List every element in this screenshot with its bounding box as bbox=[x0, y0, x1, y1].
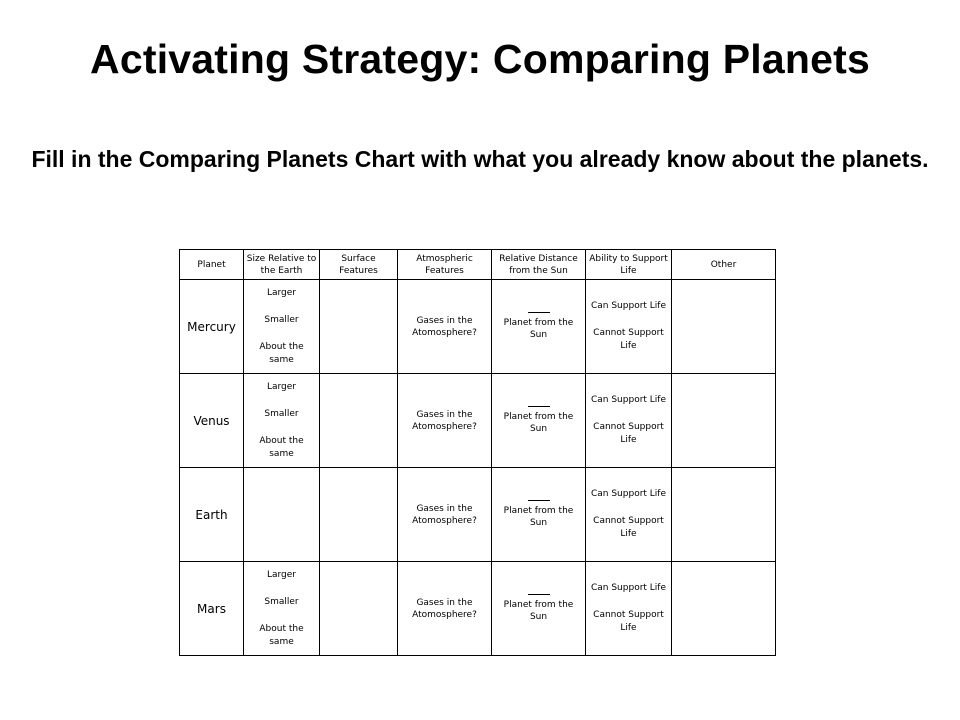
life-option-can[interactable]: Can Support Life bbox=[590, 395, 667, 405]
distance-blank[interactable] bbox=[528, 500, 550, 501]
size-option-smaller[interactable]: Smaller bbox=[264, 408, 299, 419]
table-row bbox=[180, 280, 776, 374]
header-row bbox=[180, 250, 776, 280]
life-cell[interactable] bbox=[586, 468, 672, 562]
life-cell[interactable] bbox=[586, 280, 672, 374]
size-option-smaller[interactable]: Smaller bbox=[264, 314, 299, 325]
header-other: Other bbox=[672, 250, 776, 280]
table-row bbox=[180, 562, 776, 656]
life-option-cannot[interactable]: Cannot Support Life bbox=[593, 422, 664, 445]
planet-name: Earth bbox=[180, 468, 244, 562]
other-cell[interactable] bbox=[672, 374, 776, 468]
life-cell[interactable] bbox=[586, 562, 672, 656]
distance-cell[interactable] bbox=[492, 562, 586, 656]
life-option-can[interactable]: Can Support Life bbox=[590, 583, 667, 593]
size-option-larger[interactable]: Larger bbox=[266, 381, 297, 392]
comparing-planets-chart bbox=[179, 249, 776, 656]
life-option-can[interactable]: Can Support Life bbox=[590, 489, 667, 499]
life-option-cannot[interactable]: Cannot Support Life bbox=[593, 610, 664, 633]
size-cell[interactable] bbox=[244, 374, 320, 468]
size-option-larger[interactable]: Larger bbox=[266, 569, 297, 580]
gases-prompt: Gases in the Atomosphere? bbox=[412, 315, 477, 338]
size-option-same[interactable]: About the same bbox=[259, 341, 304, 365]
size-option-larger[interactable]: Larger bbox=[266, 287, 297, 298]
distance-prompt: Planet from the Sun bbox=[503, 318, 574, 340]
gases-prompt: Gases in the Atomosphere? bbox=[412, 597, 477, 620]
other-cell[interactable] bbox=[672, 468, 776, 562]
distance-prompt: Planet from the Sun bbox=[503, 506, 574, 528]
size-option-same[interactable]: About the same bbox=[259, 623, 304, 647]
surface-cell[interactable] bbox=[320, 280, 398, 374]
life-cell[interactable] bbox=[586, 374, 672, 468]
surface-cell[interactable] bbox=[320, 562, 398, 656]
distance-blank[interactable] bbox=[528, 312, 550, 313]
atmosphere-cell[interactable] bbox=[398, 280, 492, 374]
other-cell[interactable] bbox=[672, 562, 776, 656]
header-planet: Planet bbox=[180, 250, 244, 280]
gases-prompt: Gases in the Atomosphere? bbox=[412, 409, 477, 432]
gases-prompt: Gases in the Atomosphere? bbox=[412, 503, 477, 526]
table-row bbox=[180, 374, 776, 468]
distance-prompt: Planet from the Sun bbox=[503, 600, 574, 622]
planet-name: Mercury bbox=[180, 280, 244, 374]
distance-blank[interactable] bbox=[528, 406, 550, 407]
size-cell[interactable] bbox=[244, 562, 320, 656]
life-option-cannot[interactable]: Cannot Support Life bbox=[593, 328, 664, 351]
distance-cell[interactable] bbox=[492, 468, 586, 562]
surface-cell[interactable] bbox=[320, 468, 398, 562]
header-distance: Relative Distance from the Sun bbox=[492, 250, 586, 280]
atmosphere-cell[interactable] bbox=[398, 374, 492, 468]
other-cell[interactable] bbox=[672, 280, 776, 374]
planet-name: Venus bbox=[180, 374, 244, 468]
slide-instruction: Fill in the Comparing Planets Chart with what you already know about the planets. bbox=[31, 146, 929, 172]
distance-cell[interactable] bbox=[492, 280, 586, 374]
atmosphere-cell[interactable] bbox=[398, 562, 492, 656]
table-row bbox=[180, 468, 776, 562]
distance-prompt: Planet from the Sun bbox=[503, 412, 574, 434]
life-option-cannot[interactable]: Cannot Support Life bbox=[593, 516, 664, 539]
distance-cell[interactable] bbox=[492, 374, 586, 468]
life-option-can[interactable]: Can Support Life bbox=[590, 301, 667, 311]
atmosphere-cell[interactable] bbox=[398, 468, 492, 562]
size-option-same[interactable]: About the same bbox=[259, 435, 304, 459]
distance-blank[interactable] bbox=[528, 594, 550, 595]
header-size: Size Relative to the Earth bbox=[244, 250, 320, 280]
header-atmosphere: Atmospheric Features bbox=[398, 250, 492, 280]
slide-title: Activating Strategy: Comparing Planets bbox=[90, 36, 870, 82]
size-cell[interactable] bbox=[244, 468, 320, 562]
planet-name: Mars bbox=[180, 562, 244, 656]
size-cell[interactable] bbox=[244, 280, 320, 374]
header-surface: Surface Features bbox=[320, 250, 398, 280]
size-option-smaller[interactable]: Smaller bbox=[264, 596, 299, 607]
header-life: Ability to Support Life bbox=[586, 250, 672, 280]
surface-cell[interactable] bbox=[320, 374, 398, 468]
